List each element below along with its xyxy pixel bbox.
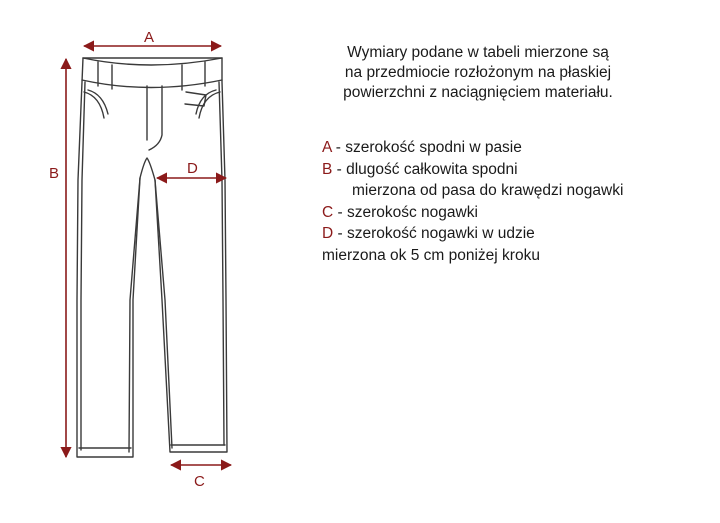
legend-item-d <box>322 223 702 245</box>
legend-item-b <box>322 159 702 181</box>
dimension-a <box>84 29 221 46</box>
intro-line: na przedmiocie rozłożonym na płaskiej <box>344 64 612 81</box>
legend-letter: C <box>322 203 334 221</box>
dimension-a-label: A <box>144 29 155 46</box>
measurement-intro <box>318 43 638 103</box>
legend-item-c <box>322 202 702 224</box>
intro-line: powierzchni z naciągnięciem materiału. <box>343 84 613 101</box>
trousers-silhouette <box>77 58 227 457</box>
legend-continuation: mierzona ok 5 cm poniżej kroku <box>322 246 540 264</box>
trousers-outline <box>77 58 227 457</box>
measurement-legend <box>322 137 702 266</box>
legend-text: - szerokośc nogawki <box>333 203 478 221</box>
legend-letter: D <box>322 225 334 242</box>
legend-continuation: mierzona od pasa do krawędzi nogawki <box>352 182 624 199</box>
dimension-b-label: B <box>49 165 60 182</box>
legend-text: - szerokość nogawki w udzie <box>333 225 535 242</box>
left-pocket <box>84 90 108 118</box>
dimension-b <box>49 59 66 457</box>
left-leg-inner-seam <box>129 178 140 452</box>
legend-letter: B <box>322 160 333 178</box>
legend-item-a <box>322 137 702 159</box>
dimension-d-label: D <box>187 160 198 177</box>
dimension-c <box>171 465 231 490</box>
fly-stitching <box>147 86 162 150</box>
legend-text: - szerokość spodni w pasie <box>331 139 522 156</box>
dimension-c-label: C <box>194 473 205 490</box>
waistband <box>82 58 222 88</box>
legend-letter: A <box>322 139 332 156</box>
dimension-d <box>157 160 226 178</box>
legend-text: - dlugość całkowita spodni <box>332 160 518 178</box>
intro-line: Wymiary podane w tabeli mierzone są <box>347 44 609 61</box>
left-side-seam <box>81 82 85 450</box>
